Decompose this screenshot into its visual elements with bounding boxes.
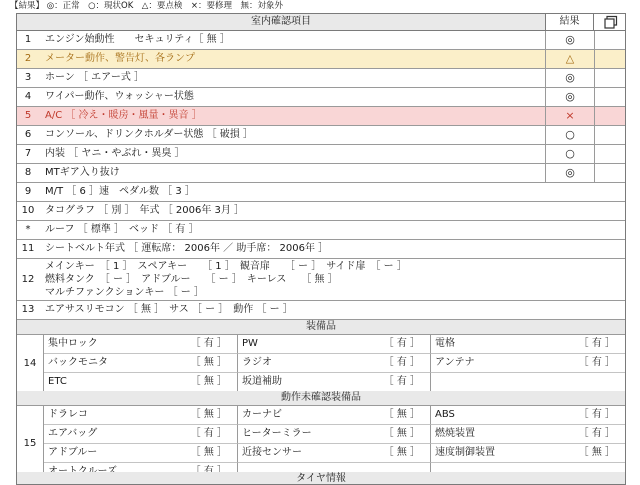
unverified-item: カーナビ ［ 無 ］ [238,406,431,425]
unverified-item: 近接センサー ［ 無 ］ [238,444,431,463]
check-row-defect [17,107,625,126]
check-row [17,69,625,88]
equipment-item: 坂道補助 ［ 有 ］ [238,373,431,391]
row-number: 5 [24,110,32,121]
multifunction-line: マルチファンクションキー ［ ー ］ [45,287,204,298]
row-number: 1 [24,34,32,45]
equipment-item: アンテナ ［ 有 ］ [431,354,625,373]
unverified-item: アドブルー ［ 無 ］ [44,444,238,463]
check-item-text: メーター動作、警告灯、各ランプ [45,53,195,64]
check-item-text: コンソール、ドリンクホルダー状態 ［ 破損 ］ [45,129,253,140]
check-item-text: A/C ［ 冷え・暖房・風量・異音 ］ [45,110,202,121]
row-number: 2 [24,53,32,64]
row-number: 6 [24,129,32,140]
inspection-sheet [16,13,626,485]
equipment-item-empty [431,373,625,391]
row-number: 10 [21,205,35,216]
result-legend: 【結果】 ◎：正常 ○：現状OK △：要点検 ×：要修理 無：対象外 [10,1,283,11]
check-row [17,31,625,50]
check-item-text: ホーン ［ エアー式 ］ [45,72,145,83]
equipment-item: ラジオ ［ 有 ］ [238,354,431,373]
check-item-text: MTギア入り抜け [45,167,120,178]
check-result: △ [545,50,595,68]
equipment-item: ETC ［ 無 ］ [44,373,238,391]
check-item-text: 内装 ［ ヤニ・やぶれ・異臭 ］ [45,148,185,159]
check-item-text: エンジン始動性 セキュリティ［ 無 ］ [45,34,230,45]
interior-check-title: 室内確認項目 [17,14,546,30]
check-item-text: ワイパー動作、ウォッシャー状態 [45,91,194,102]
info-text: シートベルト年式 ［ 運転席： 2006年 ／ 助手席： 2006年 ］ [45,243,329,254]
equipment-item: バックモニタ ［ 無 ］ [44,354,238,373]
info-text: タコグラフ ［ 別 ］ 年式 ［ 2006年 3月 ］ [45,205,245,216]
info-text: M/T ［ 6 ］速 ペダル数 ［ 3 ］ [45,186,195,197]
equipment-grid [17,335,625,392]
row-number: 4 [24,91,32,102]
info-row-keys [17,259,625,301]
info-text: エアサスリモコン ［ 無 ］ サス ［ ー ］ 動作 ［ ー ］ [45,304,293,315]
tire-section-title: タイヤ情報 [17,472,625,485]
keys-line: メインキー ［ 1 ］ スペアキー ［ 1 ］ 観音扉 ［ ー ］ サイド扉 ［ ー ］ [45,261,407,272]
unverified-section-title: 動作未確認装備品 [17,391,625,406]
info-row-seatbelt [17,240,625,259]
row-number: 12 [21,274,35,285]
unverified-grid [17,406,625,482]
check-result: ○ [545,126,595,144]
unverified-item: ドラレコ ［ 無 ］ [44,406,238,425]
check-result: ◎ [545,88,595,106]
check-result: ◎ [545,31,595,49]
row-number: 14 [17,335,44,391]
fuel-line: 燃料タンク ［ ー ］ アドブルー ［ ー ］ キーレス ［ 無 ］ [45,274,338,285]
check-row [17,164,625,183]
check-result: ◎ [545,69,595,87]
row-number: 3 [24,72,32,83]
info-text: ルーフ ［ 標準 ］ ベッド ［ 有 ］ [45,224,199,235]
sheet-header [17,14,625,31]
check-row [17,145,625,164]
copy-icon[interactable] [594,14,625,30]
info-row-roof [17,221,625,240]
row-number: 8 [24,167,32,178]
check-row-warning [17,50,625,69]
row-number: 13 [21,304,35,315]
info-row-transmission [17,183,625,202]
equipment-item: PW ［ 有 ］ [238,335,431,354]
row-number: 7 [24,148,32,159]
info-row-tachograph [17,202,625,221]
row-number: * [25,224,31,235]
equipment-section-title: 装備品 [17,320,625,335]
check-result: ○ [545,145,595,163]
unverified-item: 燃焼装置 ［ 有 ］ [431,425,625,444]
check-result: ◎ [545,164,595,182]
row-number: 15 [17,406,44,481]
unverified-item: ABS ［ 有 ］ [431,406,625,425]
unverified-item: ヒーターミラー ［ 無 ］ [238,425,431,444]
unverified-item: エアバッグ ［ 有 ］ [44,425,238,444]
row-number: 11 [21,243,35,254]
check-row [17,88,625,107]
row-number: 9 [24,186,32,197]
check-result: × [545,107,595,125]
result-column-header: 結果 [546,14,594,30]
check-row [17,126,625,145]
equipment-item: 集中ロック ［ 有 ］ [44,335,238,354]
equipment-item: 電格 ［ 有 ］ [431,335,625,354]
info-row-air-suspension [17,301,625,320]
unverified-item: 速度制御装置 ［ 無 ］ [431,444,625,463]
